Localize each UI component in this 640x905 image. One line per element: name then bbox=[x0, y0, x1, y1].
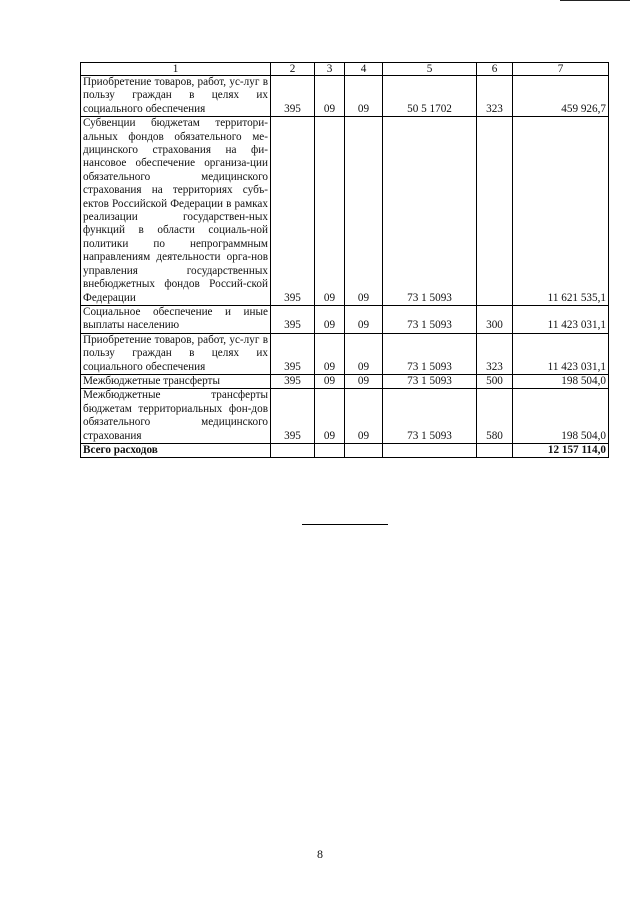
empty-cell bbox=[315, 443, 345, 457]
column-header-2: 2 bbox=[271, 63, 315, 76]
row-target-article: 73 1 5093 bbox=[383, 117, 477, 306]
row-expense-type: 323 bbox=[477, 76, 513, 117]
row-ministry-code: 395 bbox=[271, 76, 315, 117]
column-header-5: 5 bbox=[383, 63, 477, 76]
row-section-code: 09 bbox=[315, 305, 345, 333]
row-subsection-code: 09 bbox=[345, 389, 383, 444]
table-row bbox=[81, 76, 609, 117]
row-name: Приобретение товаров, работ, ус-луг в пользу граждан в целях их социального обеспечения bbox=[81, 76, 271, 117]
row-subsection-code: 09 bbox=[345, 76, 383, 117]
row-subsection-code: 09 bbox=[345, 333, 383, 374]
row-amount: 198 504,0 bbox=[513, 374, 609, 388]
empty-cell bbox=[383, 443, 477, 457]
row-name: Приобретение товаров, работ, ус-луг в пользу граждан в целях их социального обеспечения bbox=[81, 333, 271, 374]
header-row bbox=[81, 63, 609, 76]
row-expense-type: 580 bbox=[477, 389, 513, 444]
row-amount: 198 504,0 bbox=[513, 389, 609, 444]
column-header-3: 3 bbox=[315, 63, 345, 76]
column-header-4: 4 bbox=[345, 63, 383, 76]
row-subsection-code: 09 bbox=[345, 374, 383, 388]
row-amount: 459 926,7 bbox=[513, 76, 609, 117]
row-name: Субвенции бюджетам территори-альных фондов обязательного ме-дицинского страхования на фи-нансовое обеспечение организа-ции обязательного медицинского страхования на территориях субъ-ектов Российской Федерации в рамках реализации государствен-ных функций в области социаль-ной политики по непрограммным направлениям деятельности орга-нов управления государственных внебюджетных фондов Россий-ской Федерации bbox=[81, 117, 271, 306]
table-row bbox=[81, 374, 609, 388]
total-row bbox=[81, 443, 609, 457]
row-section-code: 09 bbox=[315, 333, 345, 374]
corner-rule bbox=[560, 0, 630, 1]
separator-line bbox=[302, 524, 388, 525]
row-section-code: 09 bbox=[315, 117, 345, 306]
table-row bbox=[81, 333, 609, 374]
row-target-article: 73 1 5093 bbox=[383, 389, 477, 444]
row-expense-type: 500 bbox=[477, 374, 513, 388]
row-amount: 11 423 031,1 bbox=[513, 333, 609, 374]
column-header-6: 6 bbox=[477, 63, 513, 76]
empty-cell bbox=[477, 443, 513, 457]
table-row bbox=[81, 305, 609, 333]
empty-cell bbox=[345, 443, 383, 457]
column-header-1: 1 bbox=[81, 63, 271, 76]
row-target-article: 73 1 5093 bbox=[383, 305, 477, 333]
expenditure-table bbox=[80, 62, 609, 458]
total-amount: 12 157 114,0 bbox=[513, 443, 609, 457]
row-subsection-code: 09 bbox=[345, 117, 383, 306]
table-row bbox=[81, 117, 609, 306]
empty-cell bbox=[271, 443, 315, 457]
row-name: Межбюджетные трансферты bbox=[81, 374, 271, 388]
row-expense-type bbox=[477, 117, 513, 306]
row-section-code: 09 bbox=[315, 374, 345, 388]
row-target-article: 50 5 1702 bbox=[383, 76, 477, 117]
row-name: Межбюджетные трансферты бюджетам территориальных фон-дов обязательного медицинского страхования bbox=[81, 389, 271, 444]
row-target-article: 73 1 5093 bbox=[383, 374, 477, 388]
table-row bbox=[81, 389, 609, 444]
row-ministry-code: 395 bbox=[271, 305, 315, 333]
row-expense-type: 323 bbox=[477, 333, 513, 374]
total-label: Всего расходов bbox=[81, 443, 271, 457]
row-ministry-code: 395 bbox=[271, 389, 315, 444]
row-section-code: 09 bbox=[315, 389, 345, 444]
row-ministry-code: 395 bbox=[271, 333, 315, 374]
page-number: 8 bbox=[317, 847, 323, 861]
row-ministry-code: 395 bbox=[271, 374, 315, 388]
row-amount: 11 423 031,1 bbox=[513, 305, 609, 333]
row-target-article: 73 1 5093 bbox=[383, 333, 477, 374]
row-name: Социальное обеспечение и иные выплаты населению bbox=[81, 305, 271, 333]
row-section-code: 09 bbox=[315, 76, 345, 117]
row-amount: 11 621 535,1 bbox=[513, 117, 609, 306]
column-header-7: 7 bbox=[513, 63, 609, 76]
row-subsection-code: 09 bbox=[345, 305, 383, 333]
row-expense-type: 300 bbox=[477, 305, 513, 333]
row-ministry-code: 395 bbox=[271, 117, 315, 306]
